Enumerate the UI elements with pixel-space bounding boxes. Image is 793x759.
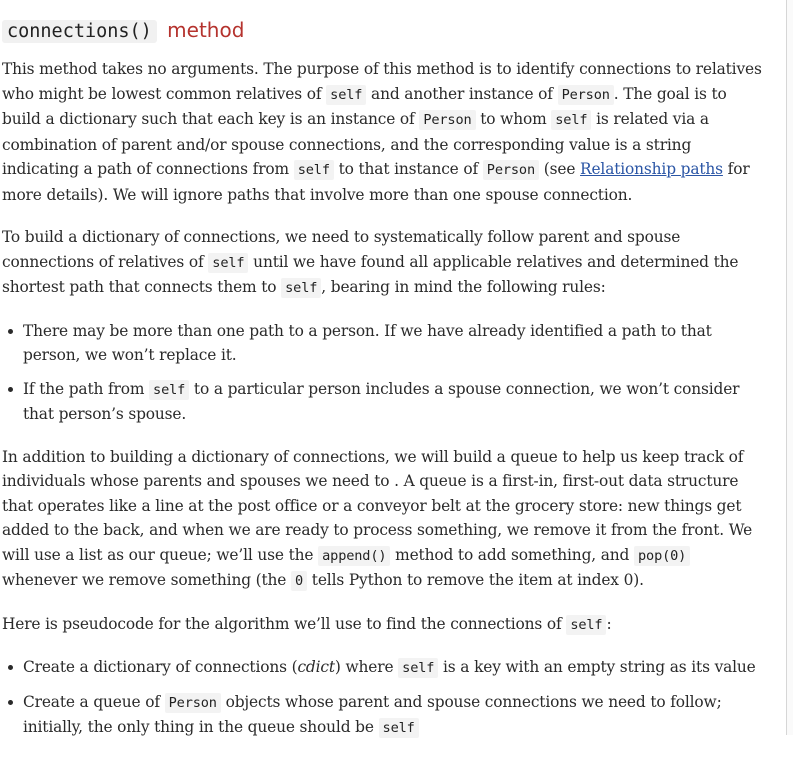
inline-code: self <box>379 718 419 738</box>
rules-list <box>2 319 770 427</box>
inline-code: Person <box>419 110 475 130</box>
pseudocode-steps <box>2 655 770 741</box>
pseudocode-intro: Here is pseudocode for the algorithm we’ll use to find the connections of self : <box>2 614 612 633</box>
document-body <box>2 16 770 759</box>
step-item: Create a dictionary of connections (cdict) where self is a key with an empty string as its value <box>23 655 770 681</box>
inline-code: self <box>294 160 334 180</box>
inline-code: append() <box>318 546 390 566</box>
step-item: Create a queue of Person objects whose parent and spouse connections we need to follow; initially, the only thing in the queue should be self <box>23 690 770 741</box>
inline-code: 0 <box>291 571 307 591</box>
intro-paragraph: This method takes no arguments. The purpose of this method is to identify connections to relatives who might be lowest common relatives of self and another instance of Person . The goal is to build a dictionary such that each key is an instance of Person to whom self is related via a combination of parent and/or spouse connections, and the corresponding value is a string indicating a path of connections from self to that instance of Person (see Relationship paths for more details). We will ignore paths that involve more than one spouse connection. <box>2 60 762 204</box>
dictionary-paragraph: To build a dictionary of connections, we need to systematically follow parent and spouse connections of relatives of self until we have found all applicable relatives and determined the shortest path that connects them to self , bearing in mind the following rules: <box>2 228 739 296</box>
method-name-code: connections() <box>2 20 157 43</box>
scrollbar-track[interactable] <box>786 0 793 735</box>
inline-code: self <box>208 253 248 273</box>
rule-item: If the path from self to a particular person includes a spouse connection, we won’t consider that person’s spouse. <box>23 377 770 427</box>
queue-paragraph: In addition to building a dictionary of connections, we will build a queue to help us keep track of individuals whose parents and spouses we need to . A queue is a first-in, first-out data structure that operates like a line at the post office or a conveyor belt at the grocery store: new things get added to the back, and when we are ready to process something, we remove it from the front. We will use a list as our queue; we’ll use the append() method to add something, and pop(0) whenever we remove something (the 0 tells Python to remove the item at index 0). <box>2 447 753 589</box>
inline-code: self <box>398 658 438 678</box>
cdict-term: cdict <box>297 658 335 676</box>
section-heading <box>2 16 770 44</box>
relationship-paths-link[interactable]: Relationship paths <box>580 160 723 178</box>
inline-code: pop(0) <box>634 546 690 566</box>
inline-code: self <box>326 85 366 105</box>
inline-code: Person <box>165 693 221 713</box>
inline-code: self <box>149 380 189 400</box>
inline-code: self <box>566 615 606 635</box>
heading-method-word: method <box>167 18 245 42</box>
rule-item: There may be more than one path to a person. If we have already identified a path to that person, we won’t replace it. <box>23 319 770 368</box>
inline-code: self <box>281 278 321 298</box>
inline-code: Person <box>483 160 539 180</box>
inline-code: self <box>551 110 591 130</box>
inline-code: Person <box>558 85 614 105</box>
